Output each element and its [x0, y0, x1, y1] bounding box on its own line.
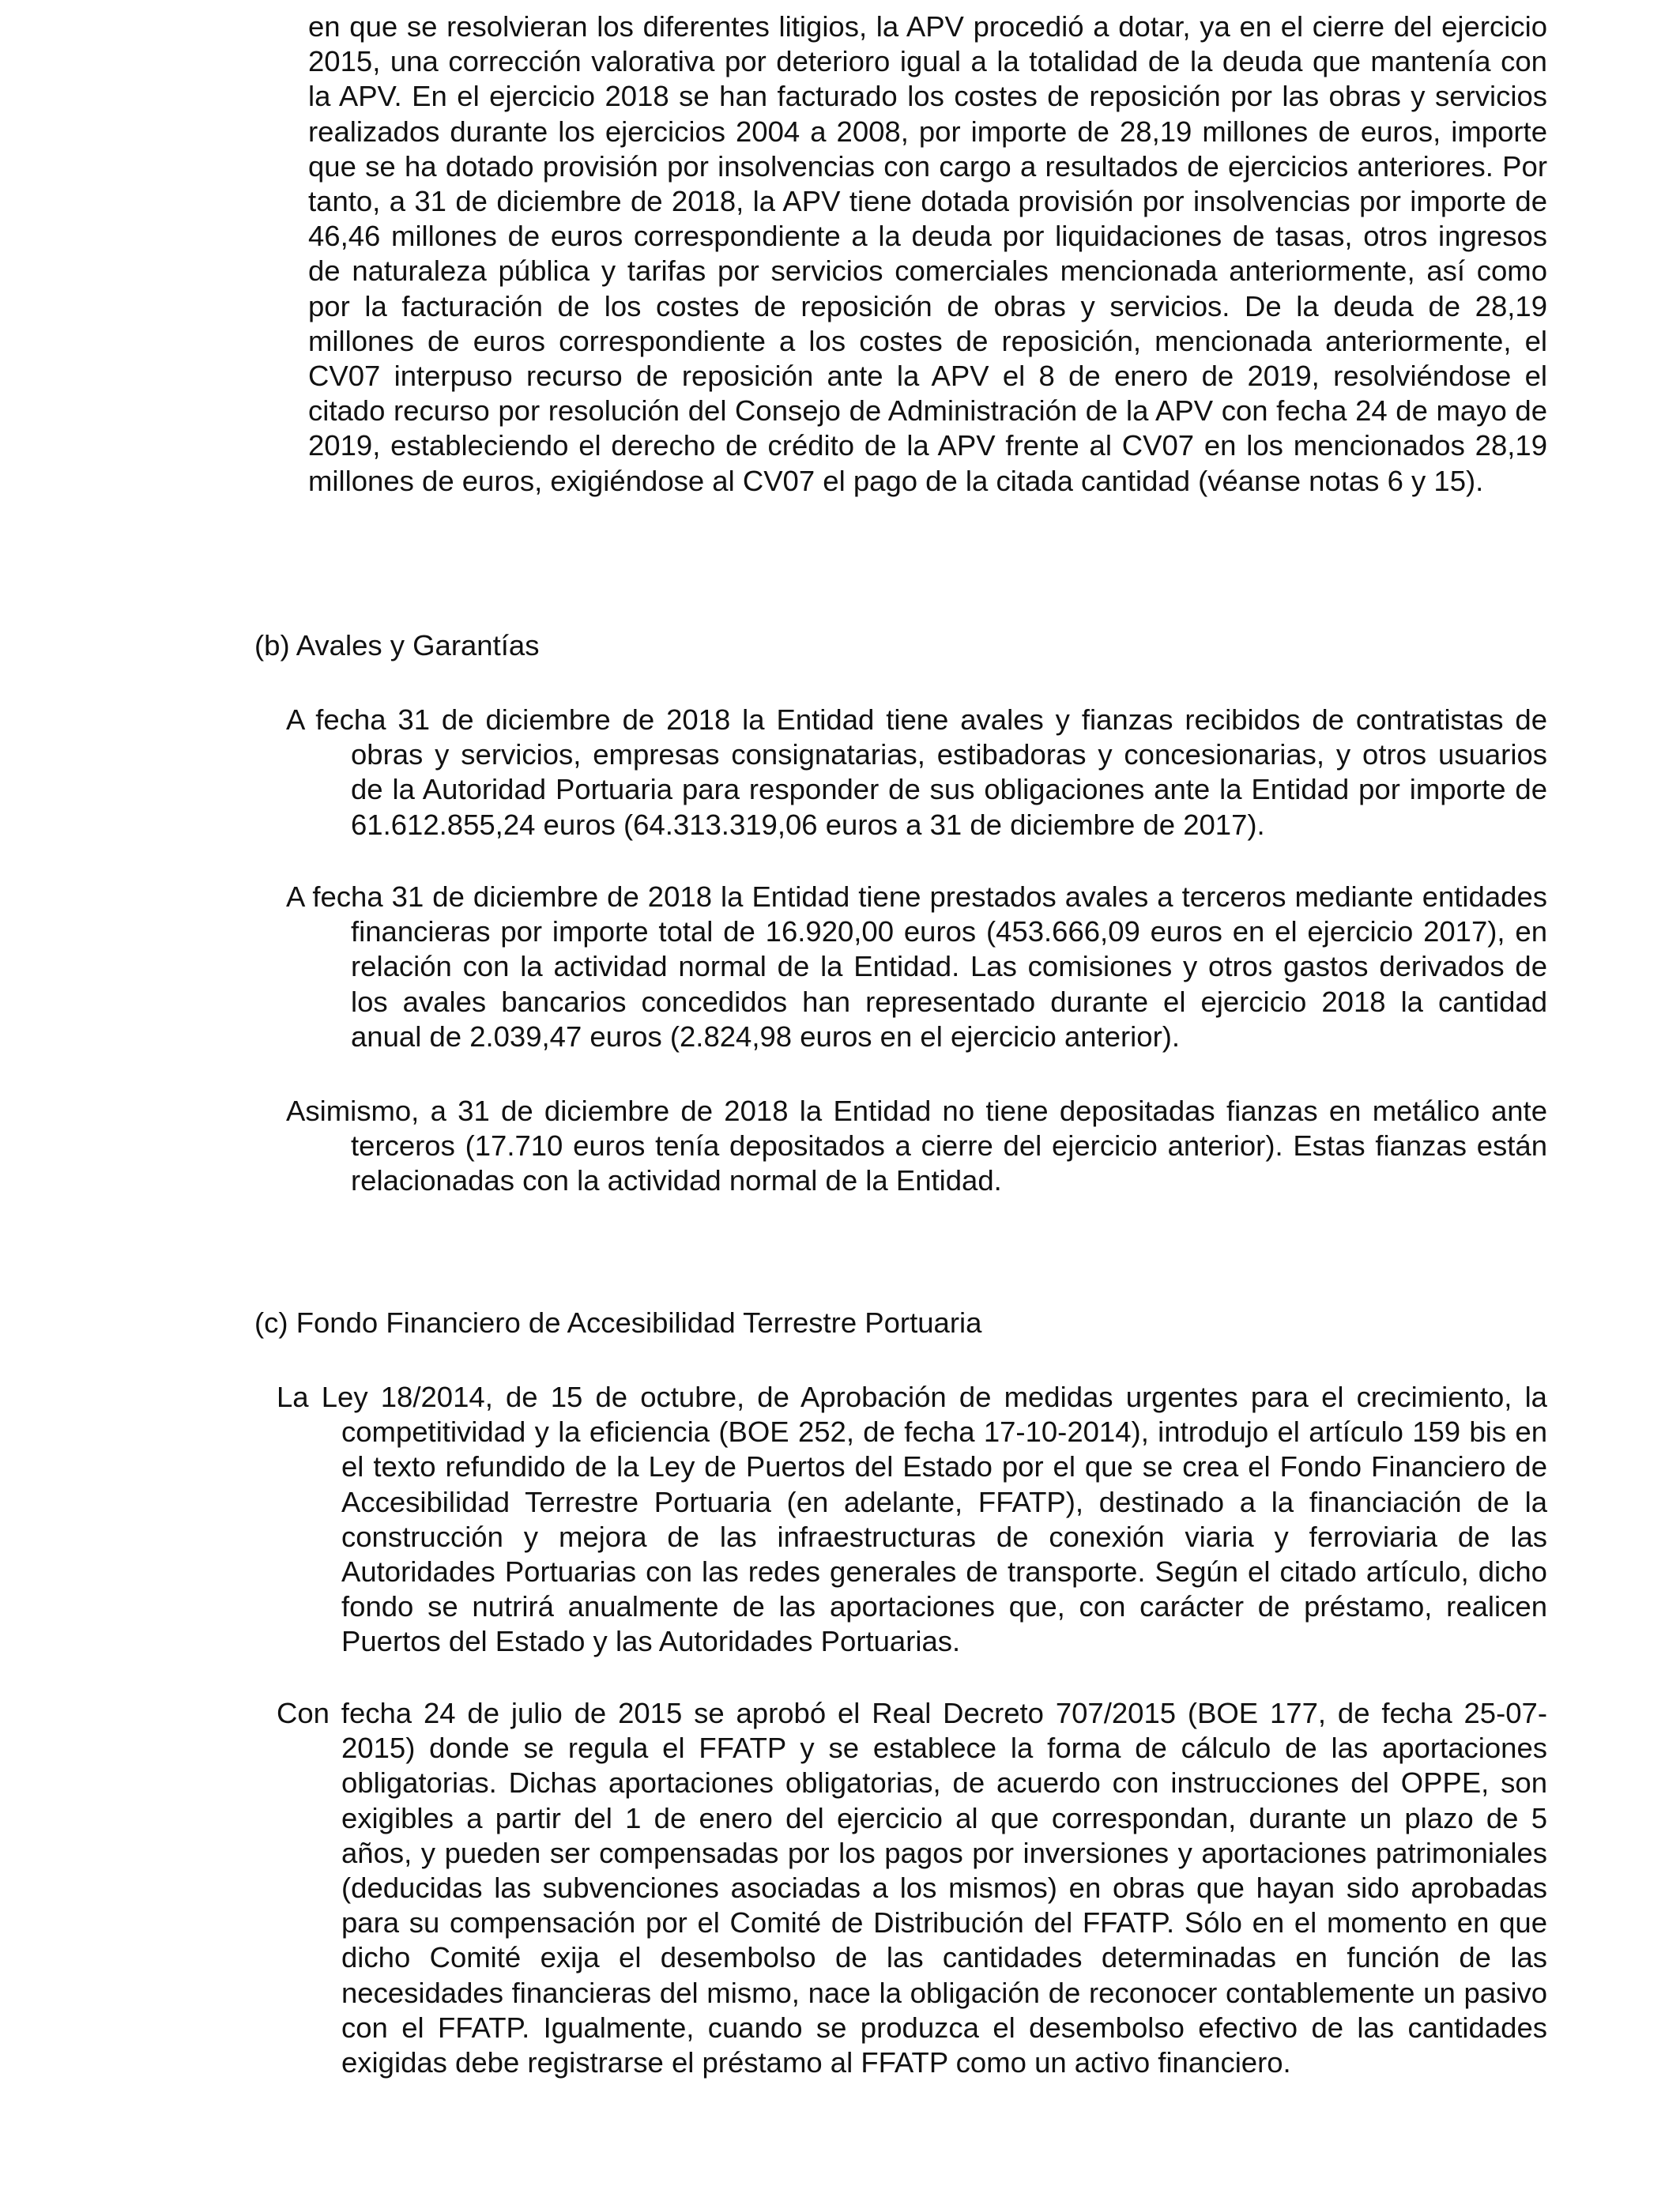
section-c-heading: (c) Fondo Financiero de Accesibilidad Terrestre Portuaria — [254, 1306, 982, 1339]
section-b-paragraph-1: A fecha 31 de diciembre de 2018 la Entidad tiene avales y fianzas recibidos de contratistas de obras y servicios, empresas consignatarias, estibadoras y concesionarias, y otros usuarios de la Autoridad Portuaria para responder de sus obligaciones ante la Entidad por importe de 61.612.855,24 euros (64.313.319,06 euros a 31 de diciembre de 2017). — [286, 703, 1547, 841]
section-b-heading: (b) Avales y Garantías — [254, 629, 540, 662]
continuation-paragraph: en que se resolvieran los diferentes litigios, la APV procedió a dotar, ya en el cierre del ejercicio 2015, una corrección valorativa por deterioro igual a la totalidad de la deuda que mantenía con la APV. En el ejercicio 2018 se han facturado los costes de reposición por las obras y servicios realizados durante los ejercicios 2004 a 2008, por importe de 28,19 millones de euros, importe que se ha dotado provisión por insolvencias con cargo a resultados de ejercicios anteriores. Por tanto, a 31 de diciembre de 2018, la APV tiene dotada provisión por insolvencias por importe de 46,46 millones de euros correspondiente a la deuda por liquidaciones de tasas, otros ingresos de naturaleza pública y tarifas por servicios comerciales mencionada anteriormente, así como por la facturación de los costes de reposición de obras y servicios. De la deuda de 28,19 millones de euros correspondiente a los costes de reposición, mencionada anteriormente, el CV07 interpuso recurso de reposición ante la APV el 8 de enero de 2019, resolviéndose el citado recurso por resolución del Consejo de Administración de la APV con fecha 24 de mayo de 2019, estableciendo el derecho de crédito de la APV frente al CV07 en los mencionados 28,19 millones de euros, exigiéndose al CV07 el pago de la citada cantidad (véanse notas 6 y 15). — [308, 10, 1547, 497]
section-b-paragraph-2: A fecha 31 de diciembre de 2018 la Entidad tiene prestados avales a terceros mediante entidades financieras por importe total de 16.920,00 euros (453.666,09 euros en el ejercicio 2017), en relación con la actividad normal de la Entidad. Las comisiones y otros gastos derivados de los avales bancarios concedidos han representado durante el ejercicio 2018 la cantidad anual de 2.039,47 euros (2.824,98 euros en el ejercicio anterior). — [286, 880, 1547, 1053]
section-c-paragraph-2: Con fecha 24 de julio de 2015 se aprobó el Real Decreto 707/2015 (BOE 177, de fecha 25-07-2015) donde se regula el FFATP y se establece la forma de cálculo de las aportaciones obligatorias. Dichas aportaciones obligatorias, de acuerdo con instrucciones del OPPE, son exigibles a partir del 1 de enero del ejercicio al que correspondan, durante un plazo de 5 años, y pueden ser compensadas por los pagos por inversiones y aportaciones patrimoniales (deducidas las subvenciones asociadas a los mismos) en obras que hayan sido aprobadas para su compensación por el Comité de Distribución del FFATP. Sólo en el momento en que dicho Comité exija el desembolso de las cantidades determinadas en función de las necesidades financieras del mismo, nace la obligación de reconocer contablemente un pasivo con el FFATP. Igualmente, cuando se produzca el desembolso efectivo de las cantidades exigidas debe registrarse el préstamo al FFATP como un activo financiero. — [277, 1697, 1547, 2079]
section-b-paragraph-3: Asimismo, a 31 de diciembre de 2018 la Entidad no tiene depositadas fianzas en metálico ante terceros (17.710 euros tenía depositados a cierre del ejercicio anterior). Estas fianzas están relacionadas con la actividad normal de la Entidad. — [286, 1095, 1547, 1197]
section-c-paragraph-1: La Ley 18/2014, de 15 de octubre, de Aprobación de medidas urgentes para el crecimiento, la competitividad y la eficiencia (BOE 252, de fecha 17-10-2014), introdujo el artículo 159 bis en el texto refundido de la Ley de Puertos del Estado por el que se crea el Fondo Financiero de Accesibilidad Terrestre Portuaria (en adelante, FFATP), destinado a la financiación de la construcción y mejora de las infraestructuras de conexión viaria y ferroviaria de las Autoridades Portuarias con las redes generales de transporte. Según el citado artículo, dicho fondo se nutrirá anualmente de las aportaciones que, con carácter de préstamo, realicen Puertos del Estado y las Autoridades Portuarias. — [277, 1381, 1547, 1658]
